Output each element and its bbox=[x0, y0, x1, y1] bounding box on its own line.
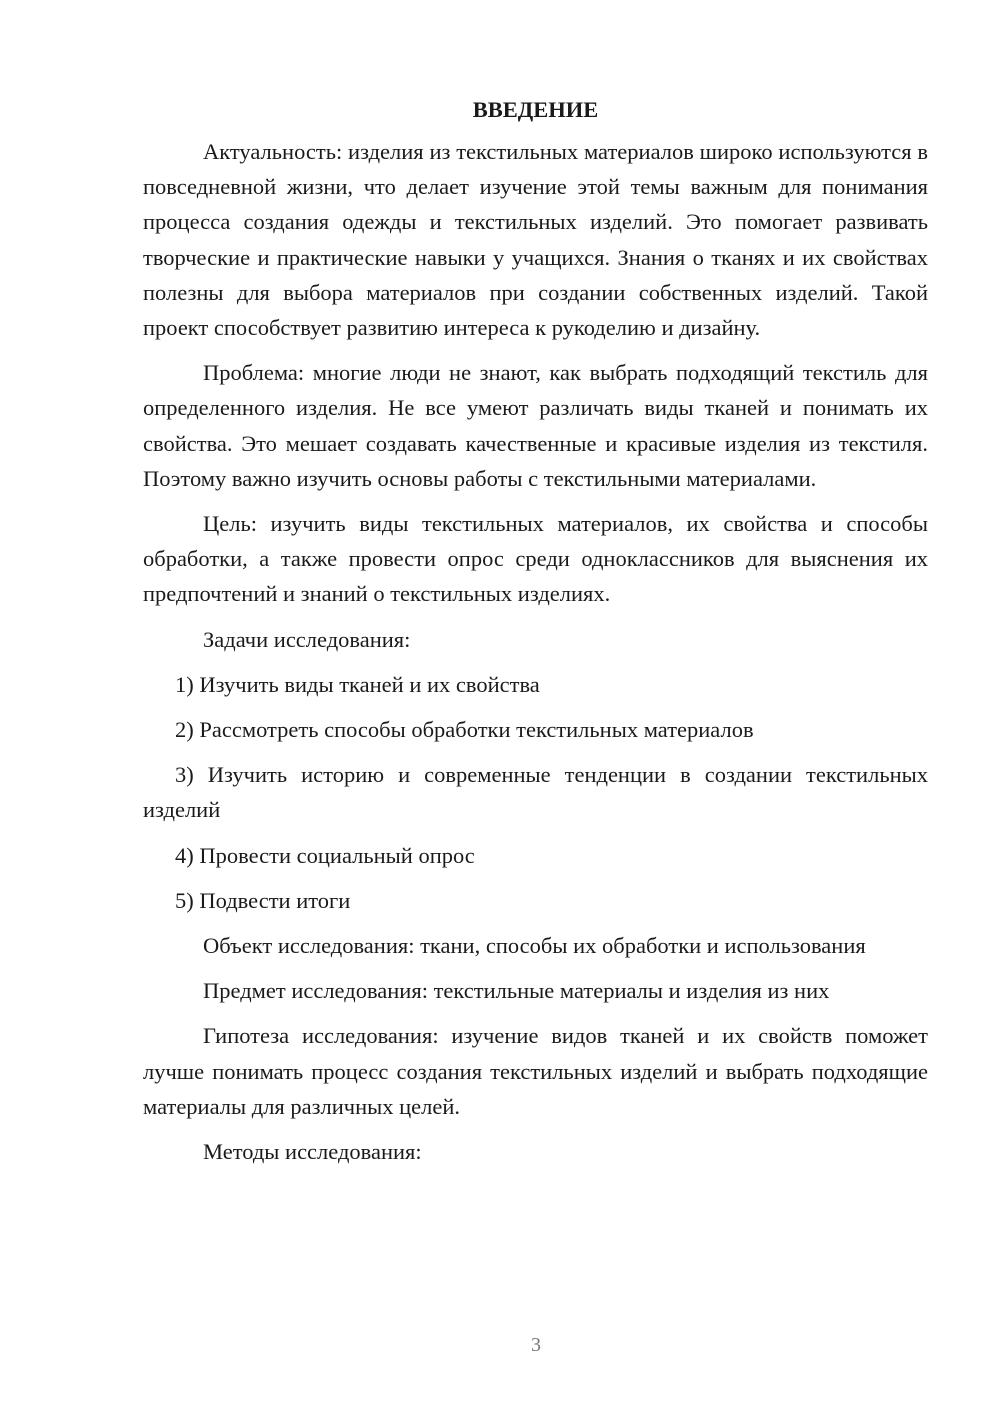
paragraph-subject: Предмет исследования: текстильные материалы и изделия из них bbox=[203, 978, 830, 1004]
task-item-2: 2) Рассмотреть способы обработки текстильных материалов bbox=[175, 717, 754, 743]
section-title: ВВЕДЕНИЕ bbox=[472, 97, 599, 122]
paragraph-methods: Методы исследования: bbox=[203, 1139, 422, 1165]
task-item-3: 3) Изучить историю и современные тенденции в создании текстильных изделий bbox=[143, 762, 928, 823]
page-number: 3 bbox=[531, 1334, 541, 1356]
task-item-5: 5) Подвести итоги bbox=[175, 887, 351, 913]
task-item-1: 1) Изучить виды тканей и их свойства bbox=[175, 671, 540, 697]
task-item-4: 4) Провести социальный опрос bbox=[175, 842, 475, 868]
paragraph-goal: Цель: изучить виды текстильных материалов, их свойства и способы обработки, а также провести опрос среди одноклассников для выяснения их предпочтений и знаний о текстильных изделиях. bbox=[143, 511, 928, 607]
tasks-heading: Задачи исследования: bbox=[203, 626, 411, 652]
paragraph-problem: Проблема: многие люди не знают, как выбрать подходящий текстиль для определенного изделия. Не все умеют различать виды тканей и понимать их свойства. Это мешает создавать качественные и красивые изделия из текстиля. Поэтому важно изучить основы работы с текстильными материалами. bbox=[143, 360, 928, 491]
paragraph-hypothesis: Гипотеза исследования: изучение видов тканей и их свойств поможет лучше понимать процесс создания текстильных изделий и выбрать подходящие материалы для различных целей. bbox=[143, 1023, 928, 1119]
paragraph-relevance: Актуальность: изделия из текстильных материалов широко используются в повседневной жизни, что делает изучение этой темы важным для понимания процесса создания одежды и текстильных изделий. Это помогает развивать творческие и практические навыки у учащихся. Знания о тканях и их свойствах полезны для выбора материалов при создании собственных изделий. Такой проект способствует развитию интереса к рукоделию и дизайну. bbox=[143, 139, 928, 341]
paragraph-object: Объект исследования: ткани, способы их обработки и использования bbox=[203, 933, 866, 959]
document-page bbox=[143, 92, 928, 1179]
